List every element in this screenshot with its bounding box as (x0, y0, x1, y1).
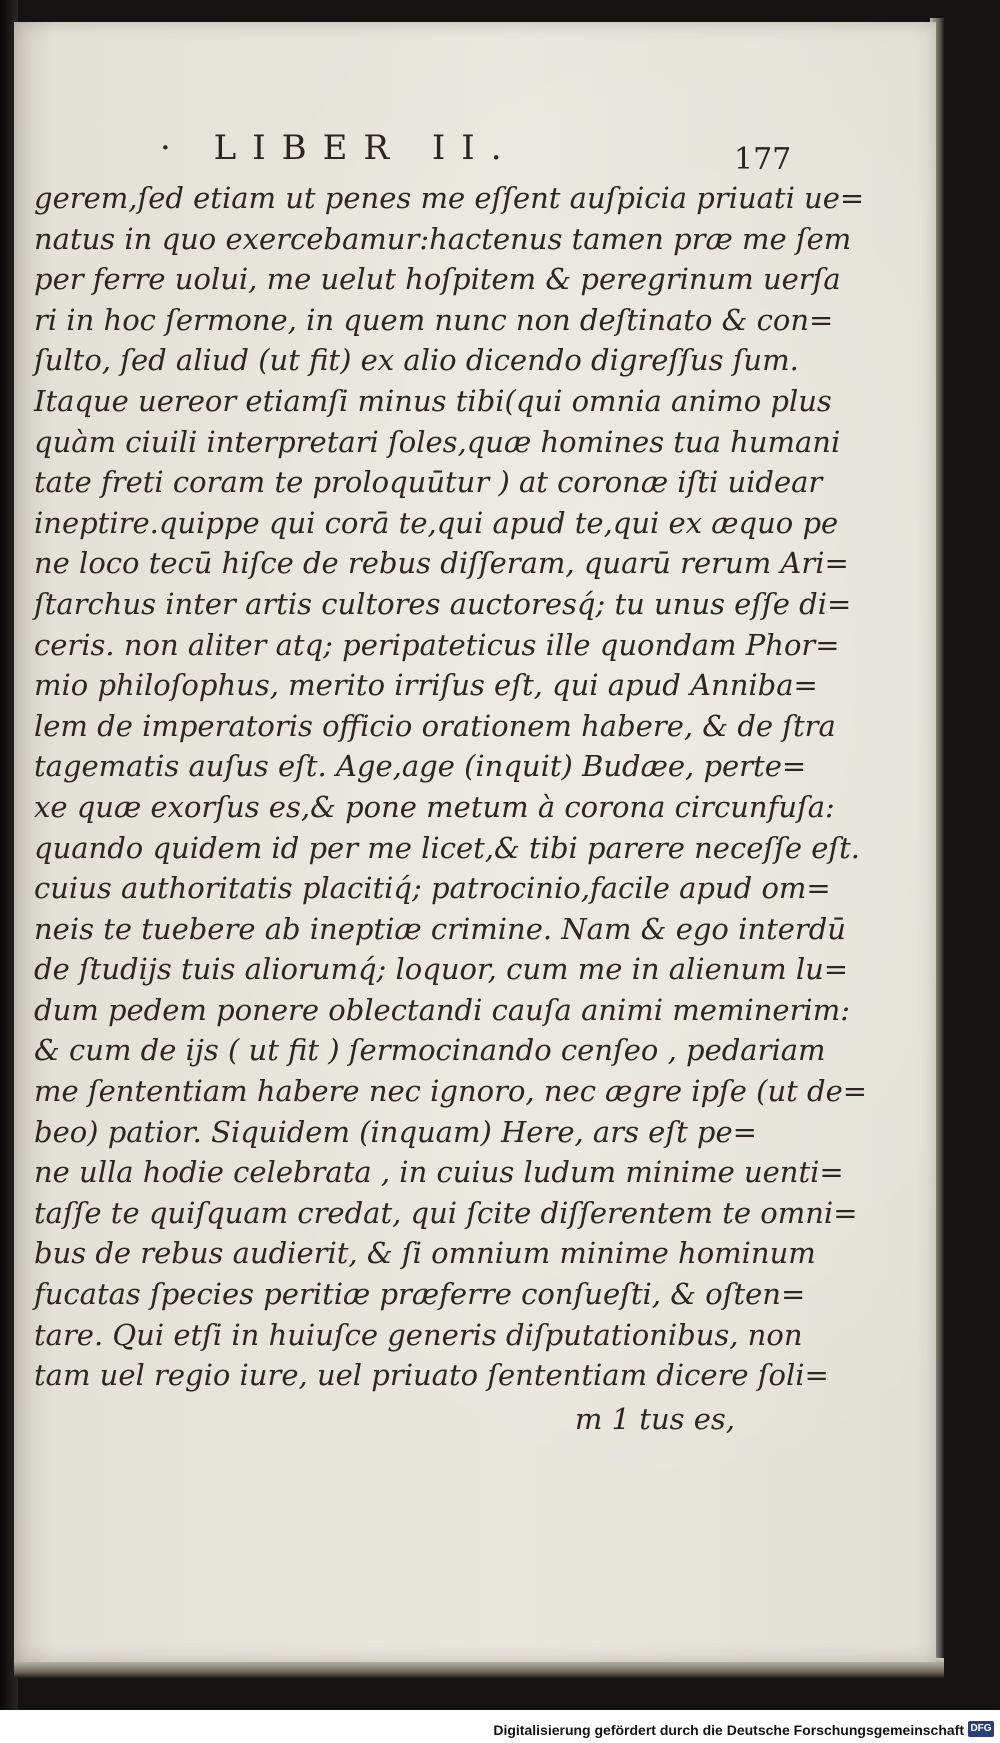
digitization-credit: Digitalisierung gefördert durch die Deutsche Forschungsgemeinschaft (493, 1722, 964, 1738)
text-line: de ſtudijs tuis aliorumq́; loquor, cum me in alienum lu= (34, 952, 849, 987)
text-line: ineptire.quippe qui corā te,qui apud te,qui ex æquo pe (34, 505, 839, 540)
running-head: · LIBER II. (160, 128, 518, 168)
text-line: me ſententiam habere nec ignoro, nec ægre ipſe (ut de= (34, 1074, 868, 1109)
text-line: beo) patior. Siquidem (inquam) Here, ars eſt pe= (34, 1114, 757, 1149)
text-line: tam uel regio iure, uel priuato ſententiam dicere ſoli= (34, 1358, 829, 1393)
text-line: ne ulla hodie celebrata , in cuius ludum minime uenti= (34, 1155, 844, 1190)
text-line: lem de imperatoris officio orationem habere, & de ſtra (34, 708, 836, 743)
text-line: dum pedem ponere oblectandi cauſa animi meminerim: (34, 992, 850, 1027)
text-line: quàm ciuili interpretari ſoles,quæ homines tua humani (34, 424, 841, 459)
text-line: xe quæ exorſus es,& pone metum à corona circunfuſa: (34, 789, 835, 824)
text-line: Itaque uereor etiamſi minus tibi(qui omnia animo plus (34, 383, 832, 418)
body-text (34, 178, 868, 1396)
page-number: 177 (734, 142, 792, 177)
text-line: gerem,ſed etiam ut penes me eſſent auſpicia priuati ue= (34, 181, 865, 215)
text-line: & cum de ijs ( ut fit ) ſermocinando cenſeo , pedariam (34, 1033, 826, 1068)
text-line: natus in quo exercebamur:hactenus tamen præ me ſem (34, 221, 852, 256)
text-line: ſulto, ſed aliud (ut fit) ex alio dicendo digreſſus ſum. (34, 343, 799, 378)
text-line: ſtarchus inter artis cultores auctoresq́; tu unus eſſe di= (34, 586, 852, 621)
text-line: taſſe te quiſquam credat, qui ſcite diſſerentem te omni= (34, 1195, 858, 1230)
catchword: m 1 tus es, (574, 1402, 735, 1436)
text-line: ri in hoc ſermone, in quem nunc non deſtinato & con= (34, 302, 834, 337)
text-line: ne loco tecū hiſce de rebus diſſeram, quarū rerum Ari= (34, 546, 849, 581)
text-line: neis te tuebere ab ineptiæ crimine. Nam & ego interdū (34, 911, 846, 946)
text-line: tate freti coram te proloquūtur ) at coronæ iſti uidear (34, 465, 823, 500)
text-line: quando quidem id per me licet,& tibi parere neceſſe eſt. (34, 830, 860, 865)
text-line: mio philoſophus, merito irriſus eſt, qui apud Anniba= (34, 668, 818, 703)
text-line: cuius authoritatis placitiq́; patrocinio,facile apud om= (34, 871, 831, 906)
text-line: tare. Qui etſi in huiuſce generis diſputationibus, non (34, 1317, 803, 1352)
text-line: fucatas ſpecies peritiæ præferre conſueſti, & oſten= (34, 1277, 806, 1312)
dfg-logo: DFG (968, 1721, 994, 1737)
text-line: ceris. non aliter atq; peripateticus ille quondam Phor= (34, 627, 840, 662)
text-line: tagematis auſus eſt. Age,age (inquit) Budæe, perte= (34, 749, 807, 784)
text-line: bus de rebus audierit, & ſi omnium minime hominum (34, 1236, 816, 1271)
text-line: per ferre uolui, me uelut hoſpitem & peregrinum uerſa (34, 262, 841, 297)
